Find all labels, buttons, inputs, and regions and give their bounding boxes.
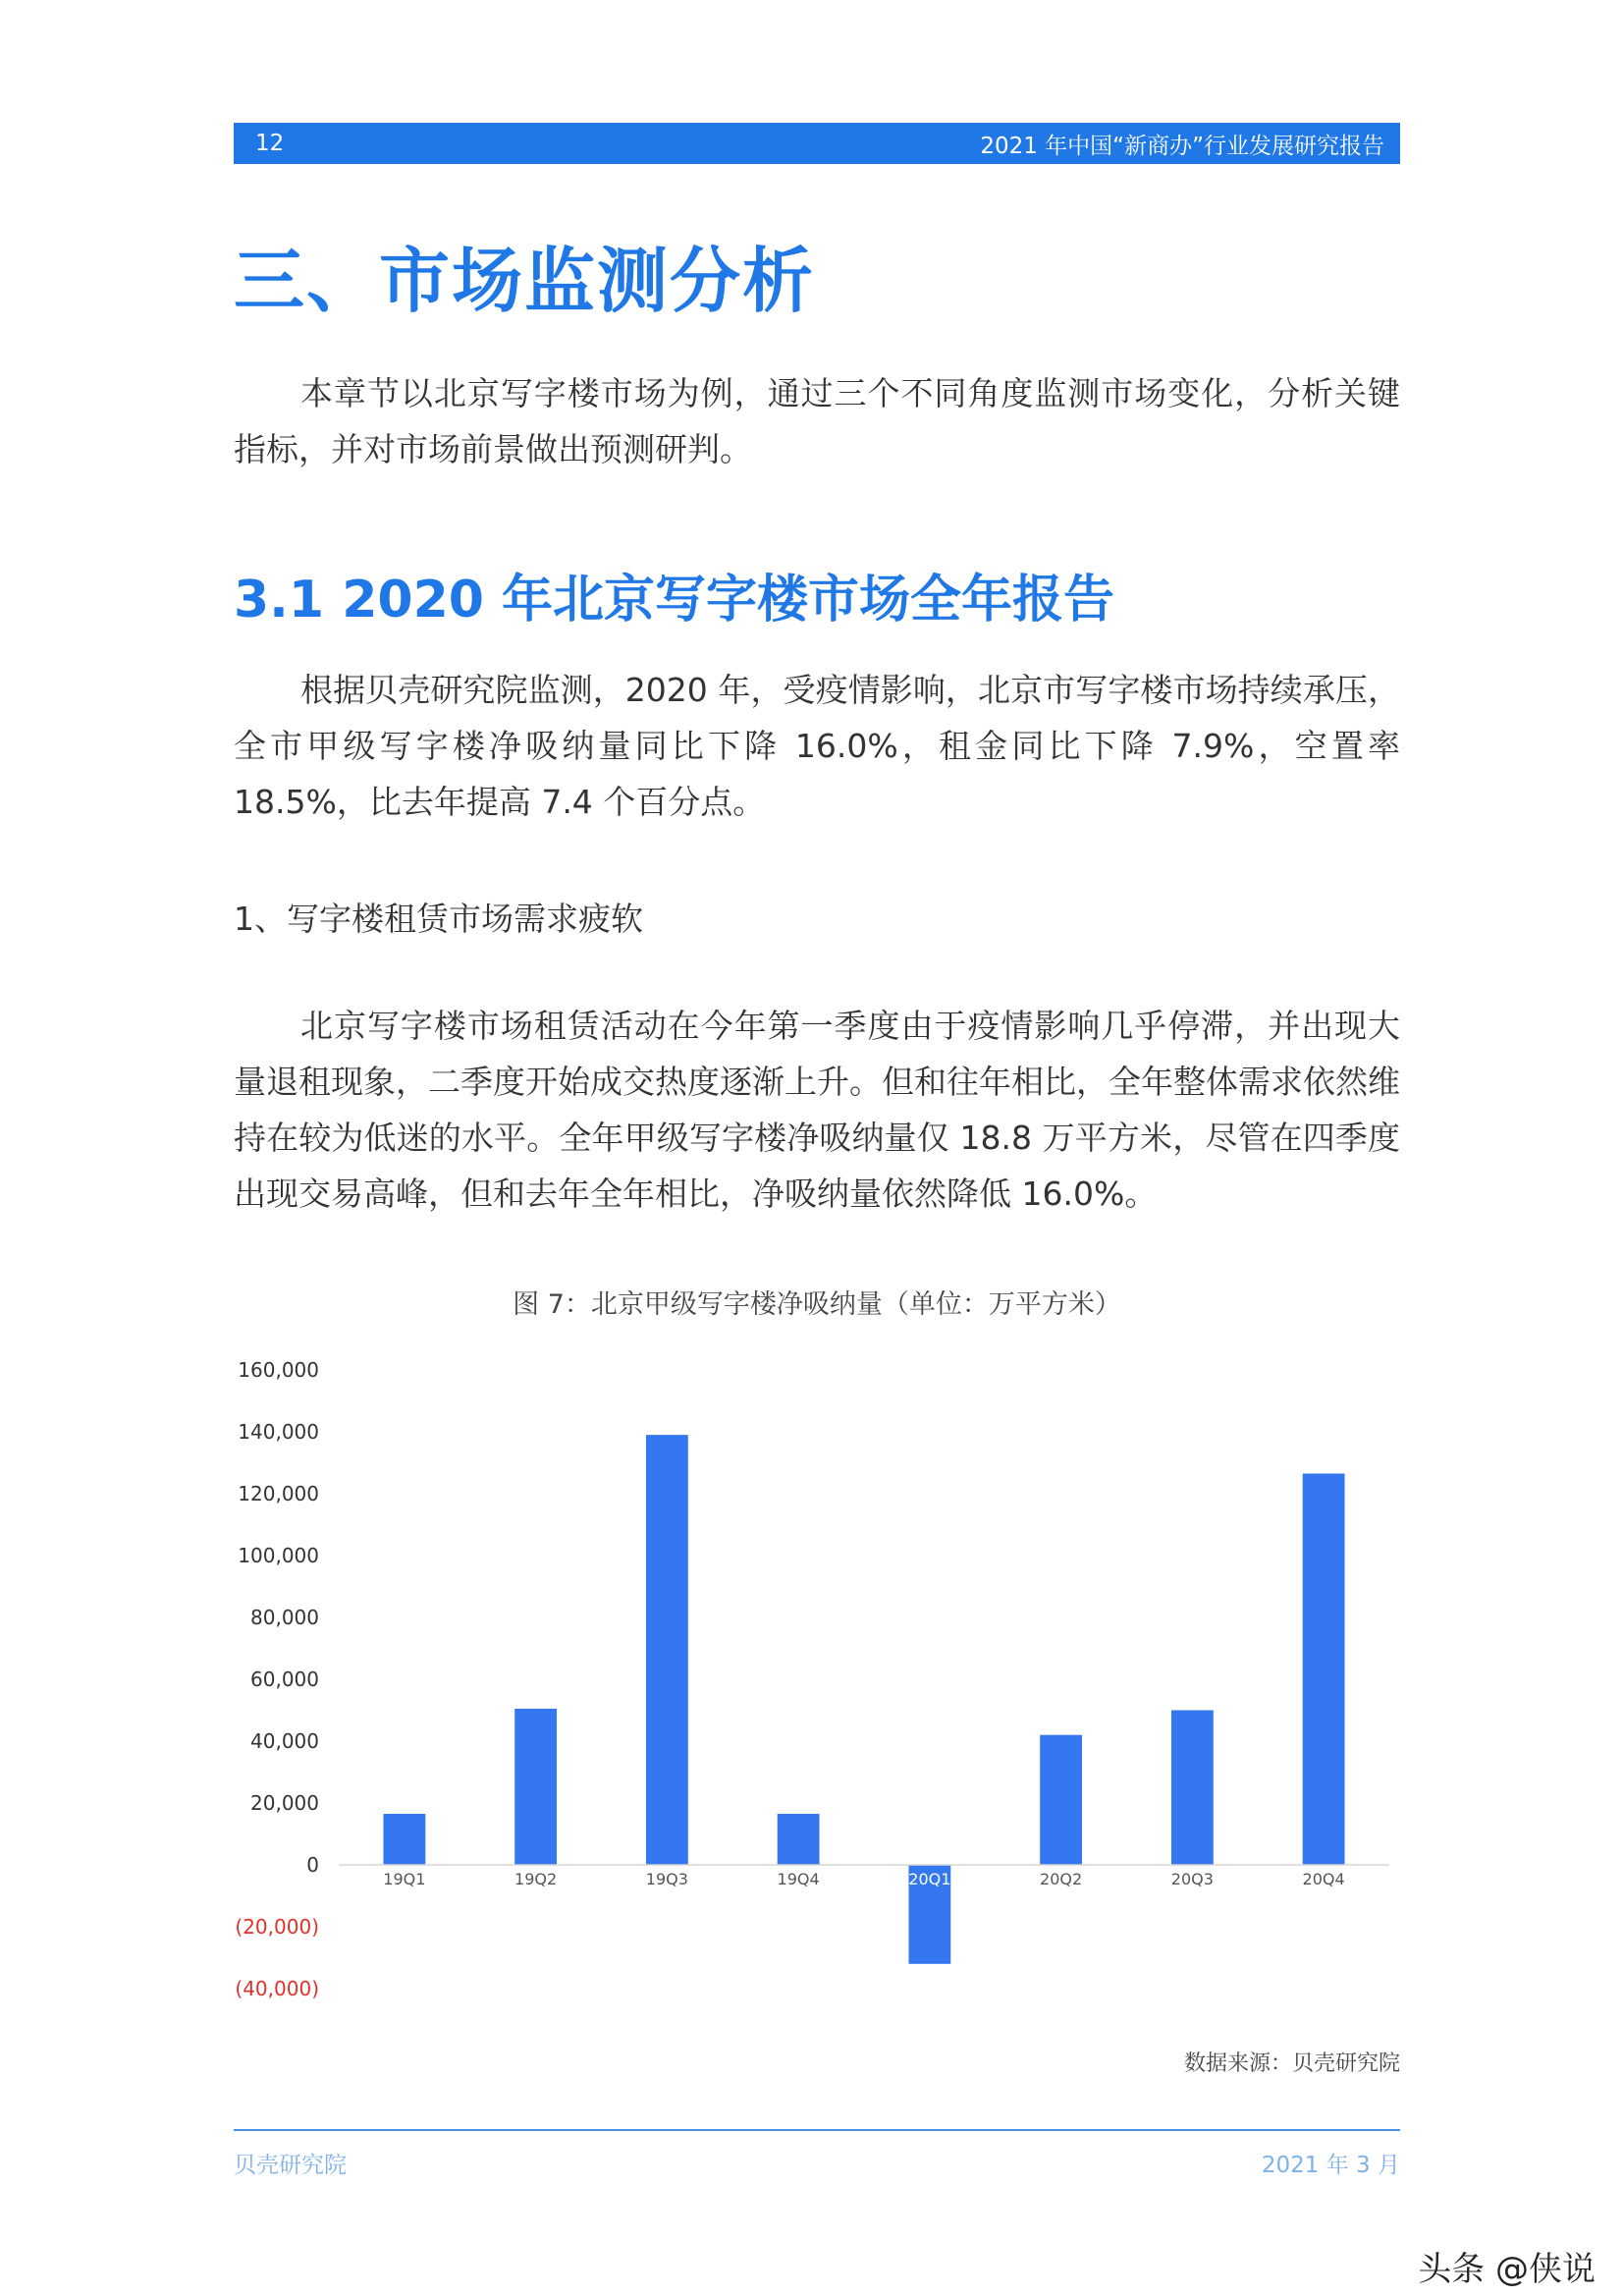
x-tick-label: 19Q3 xyxy=(645,1870,688,1888)
y-tick-label: 80,000 xyxy=(250,1606,319,1629)
y-tick-label: 40,000 xyxy=(250,1729,319,1753)
page-number: 12 xyxy=(255,131,285,156)
x-tick-label: 20Q4 xyxy=(1302,1870,1345,1888)
bar-20Q4 xyxy=(1303,1474,1345,1865)
y-tick-label: 0 xyxy=(306,1853,319,1877)
subheading: 1、写字楼租赁市场需求疲软 xyxy=(234,900,643,938)
x-tick-label: 20Q2 xyxy=(1040,1870,1083,1888)
watermark: 头条 @侠说 xyxy=(1418,2250,1596,2289)
bar-19Q1 xyxy=(383,1814,425,1865)
y-tick-label: 100,000 xyxy=(238,1544,319,1567)
x-tick-label: 20Q1 xyxy=(908,1870,951,1888)
section-title: 3.1 2020 年北京写字楼市场全年报告 xyxy=(234,571,1115,629)
x-tick-label: 20Q3 xyxy=(1170,1870,1214,1888)
x-tick-label: 19Q4 xyxy=(777,1870,820,1888)
y-tick-label: 120,000 xyxy=(238,1482,319,1505)
demand-paragraph: 北京写字楼市场租赁活动在今年第一季度由于疫情影响几乎停滞，并出现大量退租现象，二季度开始成交热度逐渐上升。但和往年相比，全年整体需求依然维持在较为低迷的水平。全年甲级写字楼净吸纳量仅 18.8 万平方米，尽管在四季度出现交易高峰，但和去年全年相比，净吸纳量依然降低 16.0%。 xyxy=(234,1007,1400,1213)
section-paragraph: 根据贝壳研究院监测，2020 年，受疫情影响，北京市写字楼市场持续承压，全市甲级写字楼净吸纳量同比下降 16.0%，租金同比下降 7.9%，空置率 18.5%，比去年提高 7.4 个百分点。 xyxy=(234,671,1400,821)
y-tick-label: (40,000) xyxy=(235,1977,319,2000)
x-tick-label: 19Q1 xyxy=(383,1870,426,1888)
chapter-title: 三、市场监测分析 xyxy=(234,240,816,322)
y-tick-label: 60,000 xyxy=(250,1667,319,1691)
bar-19Q2 xyxy=(514,1709,557,1865)
footer-org: 贝壳研究院 xyxy=(234,2153,347,2178)
y-tick-label: 140,000 xyxy=(238,1420,319,1444)
bar-20Q2 xyxy=(1040,1735,1082,1865)
y-tick-label: (20,000) xyxy=(235,1915,319,1939)
x-tick-label: 19Q2 xyxy=(514,1870,558,1888)
footer-date: 2021 年 3 月 xyxy=(1261,2153,1400,2178)
bar-19Q4 xyxy=(778,1814,820,1865)
footer-divider xyxy=(234,2129,1400,2131)
intro-paragraph: 本章节以北京写字楼市场为例，通过三个不同角度监测市场变化，分析关键指标，并对市场前景做出预测研判。 xyxy=(234,374,1400,468)
bar-19Q3 xyxy=(646,1435,688,1865)
chart-caption: 图 7：北京甲级写字楼净吸纳量（单位：万平方米） xyxy=(513,1289,1121,1320)
y-tick-label: 20,000 xyxy=(250,1791,319,1815)
report-title: 2021 年中国“新商办”行业发展研究报告 xyxy=(980,133,1384,159)
y-tick-label: 160,000 xyxy=(238,1358,319,1382)
data-source: 数据来源：贝壳研究院 xyxy=(1183,2051,1400,2076)
bar-20Q3 xyxy=(1171,1711,1214,1866)
